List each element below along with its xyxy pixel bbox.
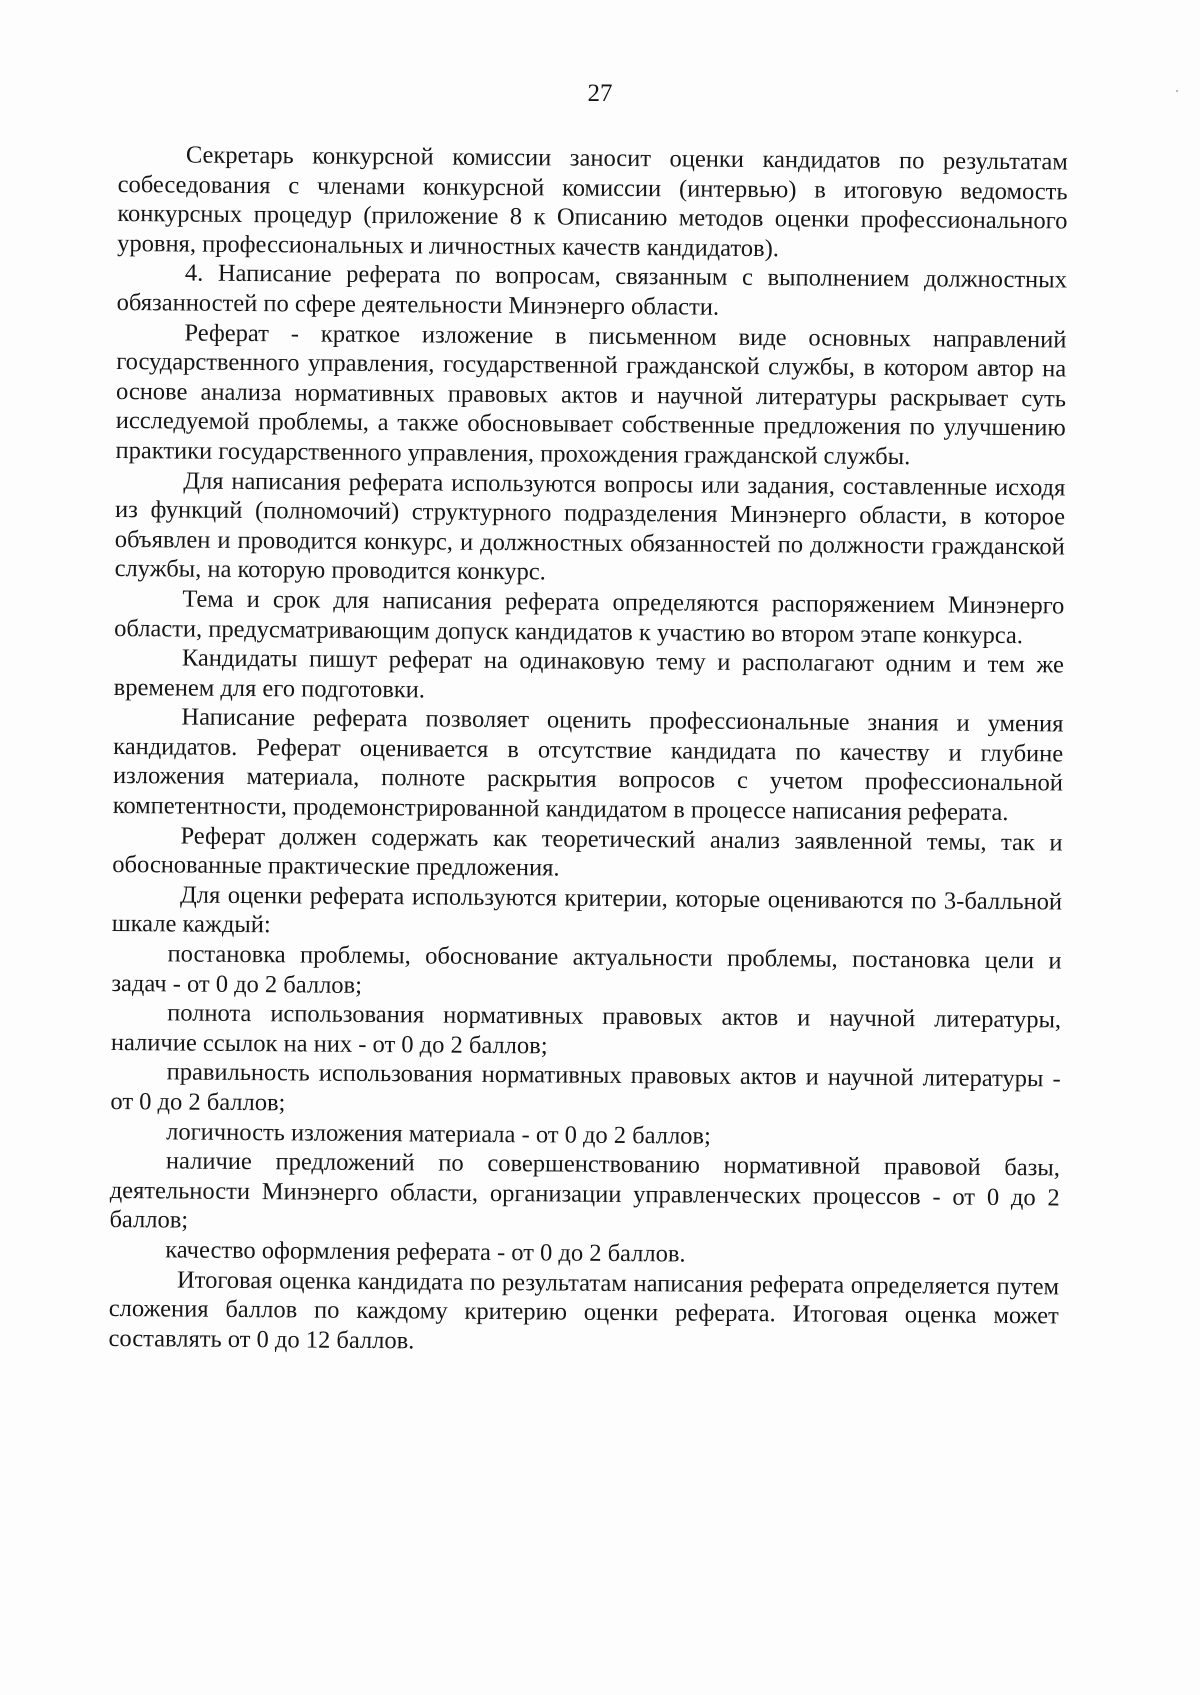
paragraph: 4. Написание реферата по вопросам, связанным с выполнением должностных обязанностей по сфере деятельности Минэнерго области. xyxy=(116,259,1068,321)
criteria-item: правильность использования нормативных правовых актов и научной литературы - от 0 до 2 баллов; xyxy=(110,1058,1061,1117)
paragraph: Написание реферата позволяет оценить профессиональные знания и умения кандидатов. Реферат оценивается в отсутствие кандидата по качеству и глубине изложения материала, полноте раскрытия вопросов с учетом профессиональной компетентности, продемонстрированной кандидатом в процессе написания реферата. xyxy=(112,703,1064,827)
document-body xyxy=(108,140,1068,1361)
paragraph: Реферат - краткое изложение в письменном виде основных направлений государственного управления, государственной гражданской службы, в котором автор на основе анализа нормативных правовых актов и научной литературы раскрывает суть исследуемой проблемы, а также обосновывает собственные предложения по улучшению практики государственного управления, прохождения гражданской службы. xyxy=(115,319,1067,471)
criteria-item: наличие предложений по совершенствованию нормативной правовой базы, деятельности Минэнерго области, организации управленческих процессов - от 0 до 2 баллов; xyxy=(109,1147,1061,1234)
criteria-item: логичность изложения материала - от 0 до 2 баллов; xyxy=(166,1118,711,1150)
paragraph: Итоговая оценка кандидата по результатам написания реферата определяется путем сложения баллов по каждому критерию оценки реферата. Итоговая оценка может составлять от 0 до 12 баллов. xyxy=(108,1266,1060,1355)
scan-speck xyxy=(1176,90,1178,92)
paragraph: Для оценки реферата используются критерии, которые оцениваются по 3-балльной шкале каждый: xyxy=(111,881,1063,939)
criteria-item: постановка проблемы, обоснование актуальности проблемы, постановка цели и задач - от 0 до 2 баллов; xyxy=(111,940,1062,999)
criteria-item: полнота использования нормативных правовых актов и научной литературы, наличие ссылок на них - от 0 до 2 баллов; xyxy=(110,999,1062,1060)
page-number: 27 xyxy=(587,80,613,107)
criteria-item: качество оформления реферата - от 0 до 2 баллов. xyxy=(165,1236,686,1268)
paragraph: Для написания реферата используются вопросы или задания, составленные исходя из функций (полномочий) структурного подразделения Минэнерго области, в которое объявлен и проводится конкурс, и должностных обязанностей по должности гражданской службы, на которую проводится конкурс. xyxy=(114,467,1066,586)
paragraph: Реферат должен содержать как теоретический анализ заявленной темы, так и обоснованные практические предложения. xyxy=(112,822,1063,882)
paragraph: Кандидаты пишут реферат на одинаковую тему и располагают одним и тем же временем для его подготовки. xyxy=(113,644,1065,704)
paragraph: Тема и срок для написания реферата определяются распоряжением Минэнерго области, предусматривающим допуск кандидатов к участию во втором этапе конкурса. xyxy=(114,585,1065,649)
paragraph: Секретарь конкурсной комиссии заносит оценки кандидатов по результатам собеседования с членами конкурсной комиссии (интервью) в итоговую ведомость конкурсных процедур (приложение 8 к Описанию методов оценки профессионального уровня, профессиональных и личностных качеств кандидатов). xyxy=(117,141,1068,262)
